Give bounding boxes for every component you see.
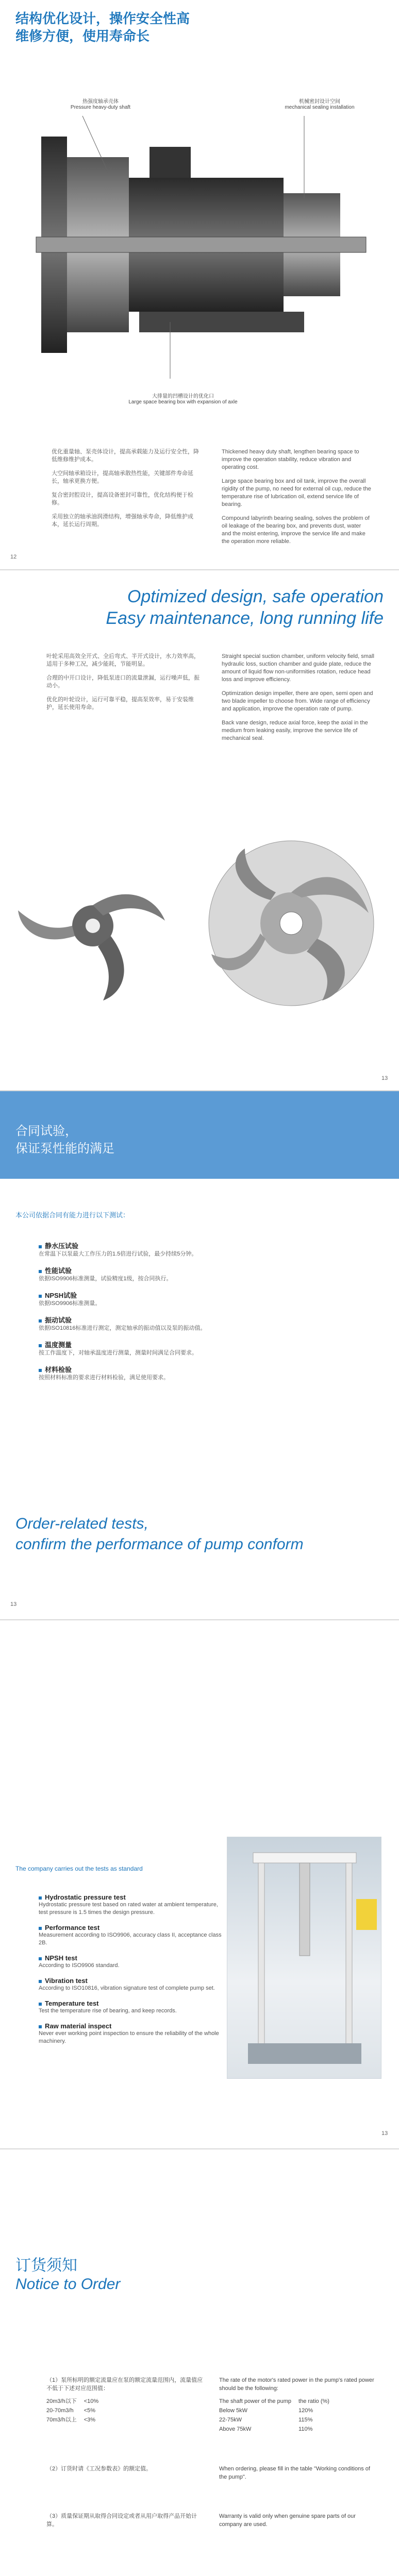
en-paragraph: Compound labyrinth bearing sealing, solves the problem of oil leakage of the bearing box, and prevents dust, water and the moist entering, improve the service life and make the operation more reliable. [222, 515, 370, 545]
bullet-icon [39, 1369, 42, 1372]
list-item: Vibration test According to ISO10816, vibration signature test of complete pump set. [39, 1977, 215, 1991]
page-title-en: Optimized design, safe operation Easy maintenance, long running life [106, 587, 384, 628]
banner-title: 合同试验， 保证泵性能的满足 [15, 1124, 114, 1156]
note-en: When ordering, please fill in the table "Working conditions of the pump". [219, 2466, 370, 2480]
list-item: Raw material inspect Never ever working point inspection to ensure the reliability of the whole machinery. [39, 2022, 219, 2044]
rate-table-en: The shaft power of the pump the ratio (%) Below 5kW 120% 22-75kW 115% Above 75kW 110% [219, 2398, 329, 2432]
list-item: Temperature test Test the temperature rise of bearing, and keep records. [39, 1999, 177, 2014]
page-notice-to-order [0, 2149, 399, 2576]
en-paragraph: Back vane design, reduce axial force, keep the axial in the medium from leaking easily, improve the service life of mechanical seal. [222, 720, 368, 741]
bullet-icon [39, 1270, 42, 1273]
list-item: NPSH test According to ISO9906 standard. [39, 1954, 120, 1969]
section-title-en: Order-related tests, confirm the performance of pump conform [15, 1515, 304, 1553]
callout-seal: 机械密封设计空间 mechanical sealing installation [285, 99, 355, 110]
test-equipment-photo [227, 1837, 381, 2079]
note-en: Warranty is valid only when genuine spare parts of our company are used. [219, 2513, 356, 2528]
list-item: Hydrostatic pressure test Hydrostatic pressure test based on rated water at ambient temperature, test pressure is 1.5 times the design pressure. [39, 1893, 218, 1916]
tests-list-zh [39, 1241, 327, 1389]
bullet-icon [39, 1245, 42, 1248]
closed-impeller-image [206, 838, 376, 1008]
callout-bearing-box: 大排量的凹槽设计的优化口 Large space bearing box with expansion of axle [128, 394, 238, 405]
note-zh: （1）泵所标明的额定流量应在泵的额定流量范围内，流量值应不低于下述对应范围值： 20m3/h以下 <10% 20-70m3/h <5% 70m3/h以上 <3% [46, 2376, 204, 2434]
order-note [46, 2512, 376, 2529]
list-item: 性能试验 依据ISO9906标准测量，试验精度1级，按合同执行。 [39, 1267, 172, 1282]
page-tests-en [0, 1620, 399, 2148]
bullet-icon [39, 1896, 42, 1900]
bullet-icon [39, 2003, 42, 2006]
list-item: 振动试验 依据ISO10816标准进行测定，测定轴承的振动值以及泵的振动值。 [39, 1316, 206, 1331]
zh-paragraph: 大空间轴承箱设计，提高轴承散热性能，关键部件寿命延长，轴承更换方便。 [52, 470, 193, 484]
page-structure-design [0, 0, 399, 569]
bullet-icon [39, 1344, 42, 1347]
page-title-zh: 订货须知 [15, 2257, 77, 2275]
tests-intro: The company carries out the tests as standard [15, 1865, 143, 1872]
callout-shaft: 热强度轴承壳体 Pressure heavy-duty shaft [70, 99, 131, 110]
page-number: 12 [10, 554, 17, 560]
zh-paragraph: 复合密封腔设计，提高设备密封可靠性，优化结构便于检修。 [52, 492, 193, 506]
rate-table-zh: 20m3/h以下 <10% 20-70m3/h <5% 70m3/h以上 <3% [46, 2398, 99, 2423]
page-number: 13 [381, 2130, 388, 2137]
list-item: 温度测量 按工作温度下，对轴承温度进行测量，测量时间满足合同要求。 [39, 1341, 197, 1356]
list-item: Performance test Measurement according to ISO9906, accuracy class II, acceptance class 2B. [39, 1924, 222, 1946]
list-item: 静水压试验 在常温下以泵最大工作压力的1.5倍进行试验，最少持续5分钟。 [39, 1242, 197, 1257]
zh-column [52, 448, 201, 552]
page-optimized-design [0, 570, 399, 1090]
tests-intro: 本公司依据合同有能力进行以下测试： [15, 1211, 130, 1219]
zh-paragraph: 合理的中开口设计，降低泵进口的流量泄漏，运行噪声低，振动小。 [46, 675, 200, 689]
page-number: 13 [10, 1601, 17, 1607]
zh-paragraph: 叶轮采用高效全开式、全后弯式、半开式设计，水力效率高，适用于多种工况，减少能耗，节能明显。 [46, 653, 200, 667]
page-tests-zh [0, 1091, 399, 1619]
note-zh: （3）质量保证期从取得合同设定或者从用户取得产品开始计算。 [46, 2513, 197, 2528]
description-columns [46, 653, 376, 749]
en-paragraph: Straight special suction chamber, uniform velocity field, small hydraulic loss, suction chamber and guide plate, reduce the amount of liquid flow non-uniformities rotation, reduce head loss and improve efficiency. [222, 653, 374, 683]
bullet-icon [39, 1980, 42, 1983]
description-columns [52, 448, 371, 552]
zh-column [46, 653, 201, 749]
en-column [222, 448, 371, 552]
bullet-icon [39, 1295, 42, 1298]
en-paragraph: Thickened heavy duty shaft, lengthen bearing space to improve the operation stability, reduce vibration and operating cost. [222, 449, 359, 470]
en-paragraph: Large space bearing box and oil tank, improve the overall rigidity of the pump, no need for external oil cup, reduce the temperature rise of lubrication oil, extend service life of bearing. [222, 478, 371, 507]
note-zh: （2）订货时请《工况参数表》的额定值。 [46, 2466, 152, 2472]
order-note [46, 2465, 376, 2481]
zh-paragraph: 采用独立的轴承油润滑结构，增强轴承寿命，降低维护成本，延长运行周期。 [52, 514, 193, 528]
title-line-2: 维修方便，使用寿命长 [15, 29, 150, 44]
order-notes [46, 2376, 376, 2560]
title-line-1: 结构优化设计，操作安全性高 [15, 11, 190, 27]
note-en: The rate of the motor's rated power in the pump's rated power should be the following: The shaft power of the pump the ratio (%) Below 5kW 120% 22-75kW 115% Above 75kW 110% [219, 2376, 376, 2434]
en-paragraph: Optimization design impeller, there are open, semi open and two blade impeller to choose from. Wide range of efficiency and application, improve the operation rate of pump. [222, 690, 373, 712]
list-item: NPSH试验 依据ISO9906标准测量。 [39, 1292, 101, 1307]
page-title [15, 10, 190, 45]
bullet-icon [39, 1957, 42, 1960]
en-column [222, 653, 376, 749]
page-title-en: Notice to Order [15, 2276, 121, 2293]
bullet-icon [39, 1927, 42, 1930]
banner [0, 1091, 399, 1179]
page-number: 13 [381, 1075, 388, 1081]
zh-paragraph: 优化的叶轮设计，运行可靠平稳，提高泵效率，易于安装维护，延长使用寿命。 [46, 697, 194, 710]
bullet-icon [39, 1319, 42, 1323]
open-impeller-image [15, 849, 170, 1003]
bullet-icon [39, 2025, 42, 2028]
order-note [46, 2376, 376, 2434]
list-item: 材料检验 按照材料标准的要求进行材料检验，满足使用要求。 [39, 1366, 169, 1381]
tests-list-en [39, 1893, 224, 2053]
zh-paragraph: 优化重量轴、泵壳体设计，提高承载能力及运行安全性，降低维修维护成本。 [52, 449, 199, 463]
